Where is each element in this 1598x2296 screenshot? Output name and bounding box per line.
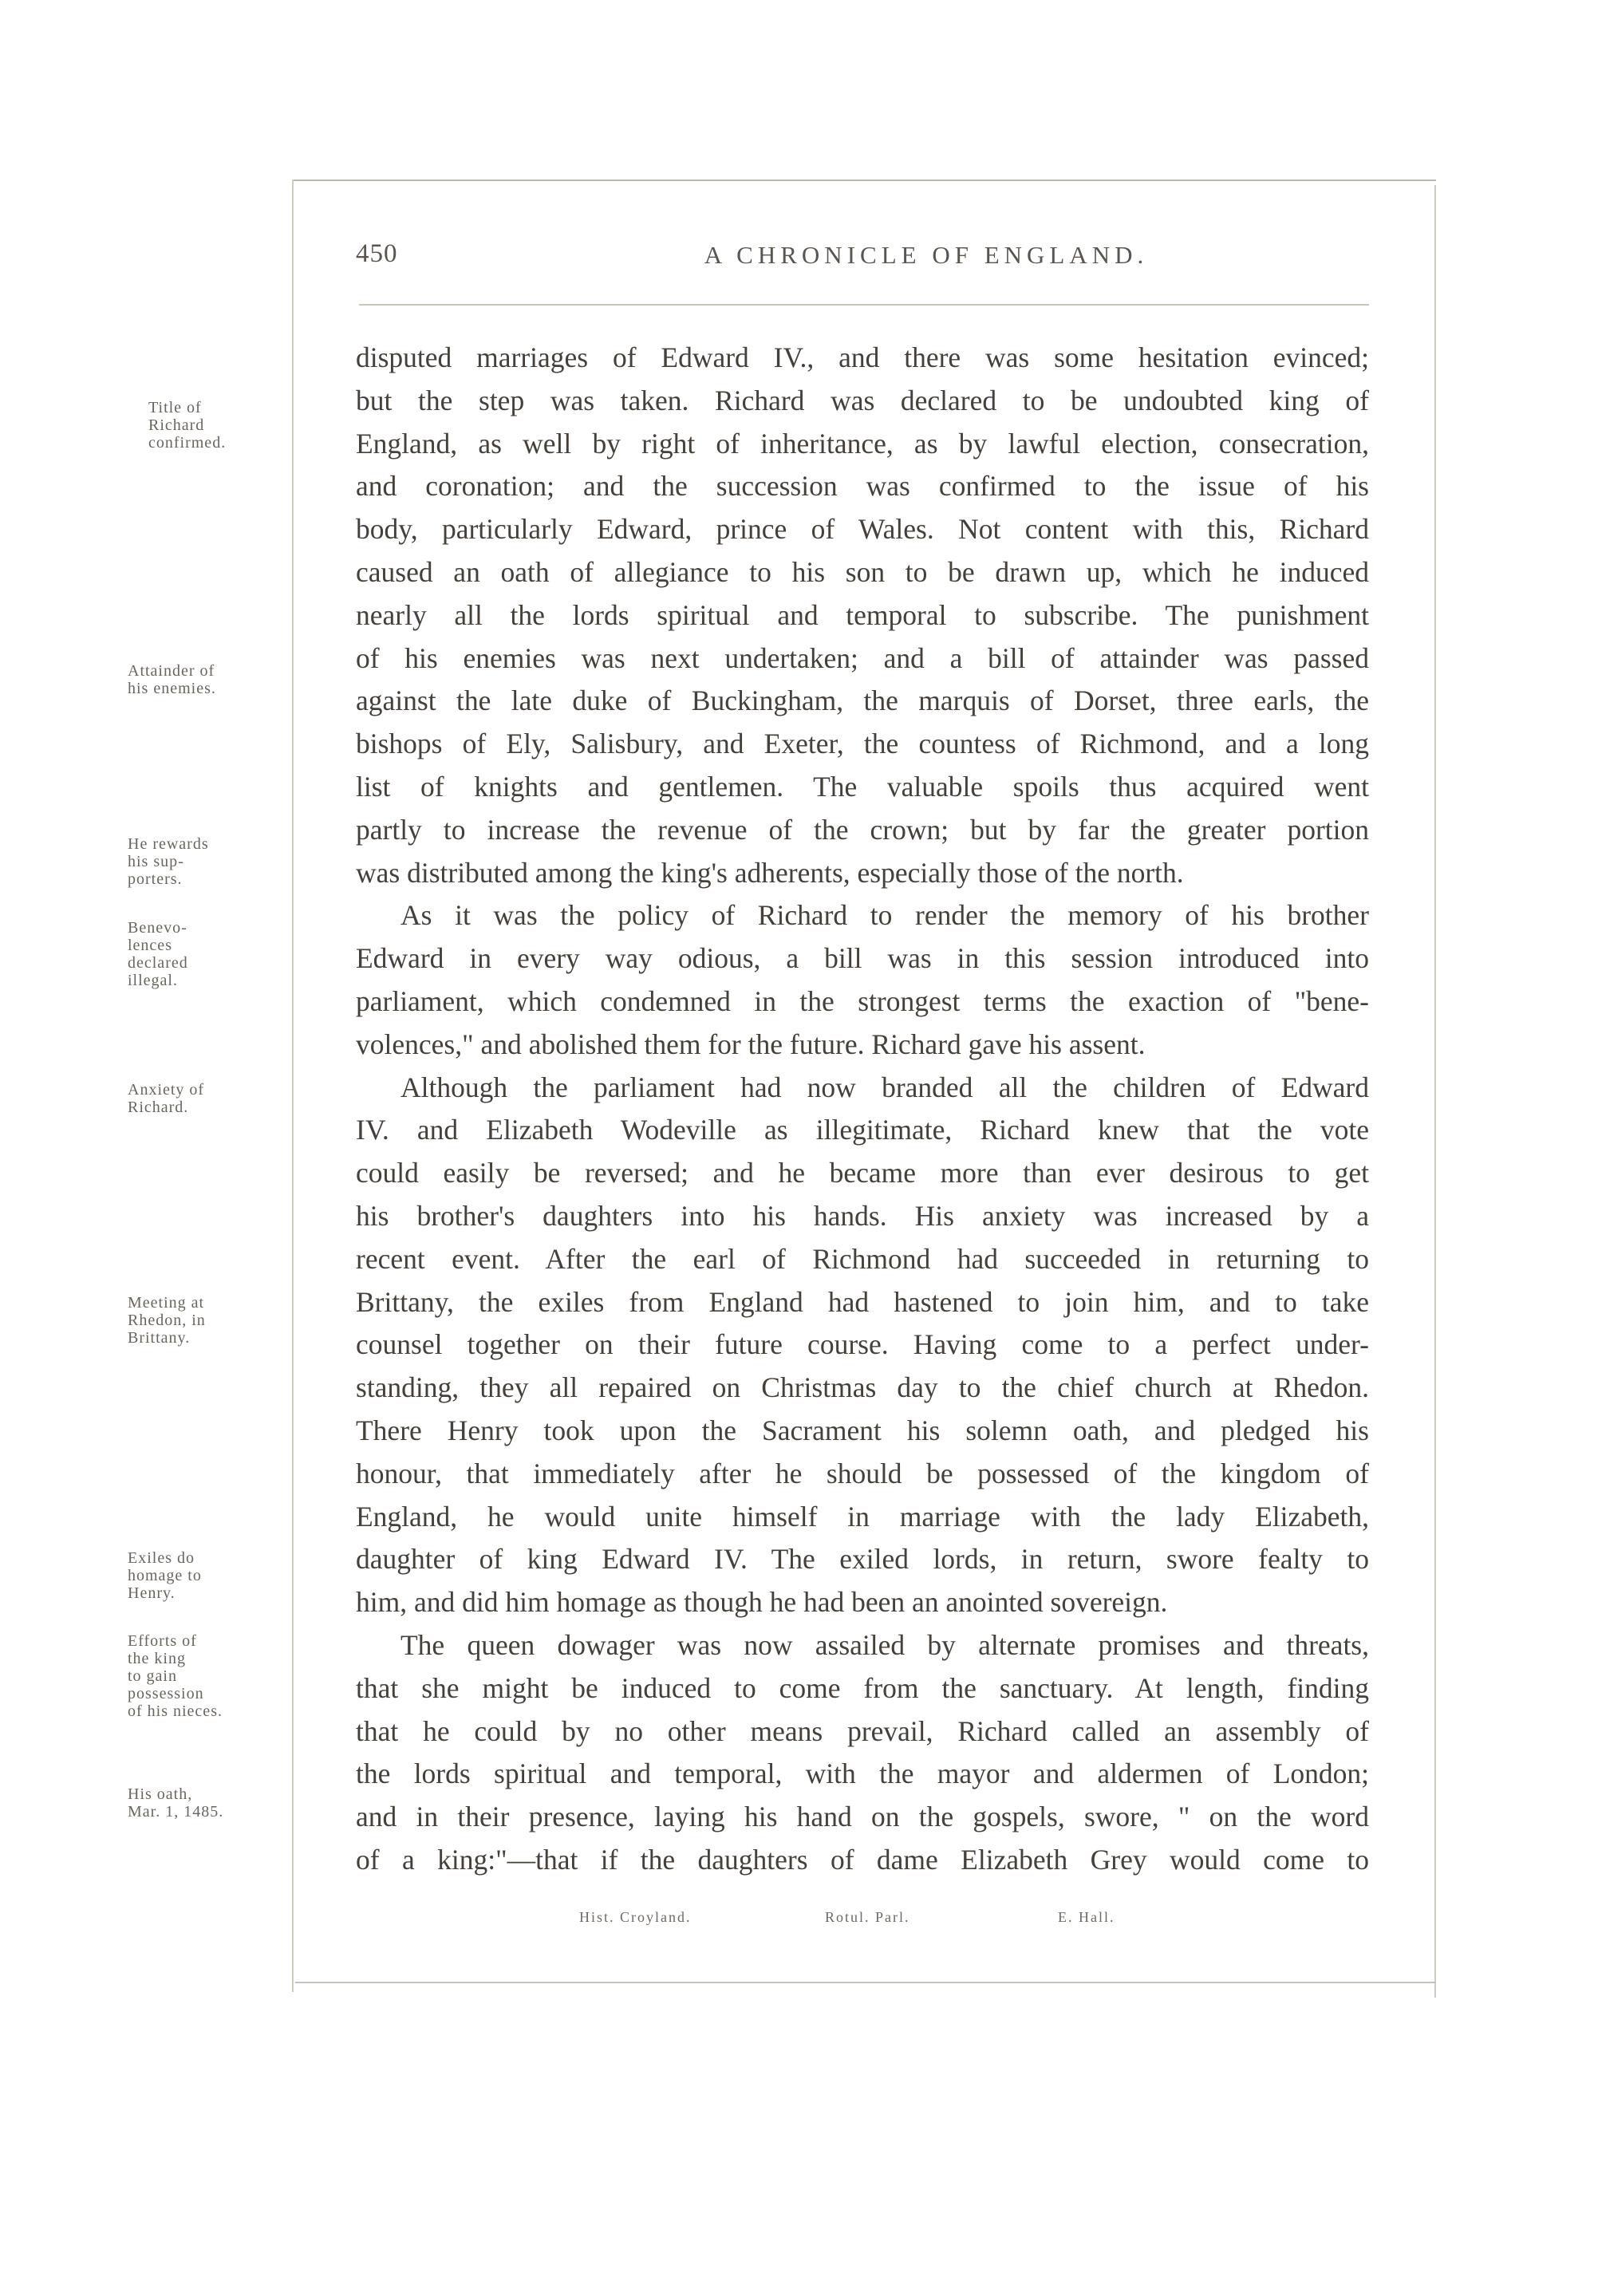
- page-frame-bottom-rule: [295, 1982, 1436, 1983]
- sidenote-line: Henry.: [128, 1584, 176, 1602]
- sidenote-line: His oath,: [128, 1785, 193, 1803]
- body-line: list of knights and gentlemen. The valuable spoils thus acquired went: [356, 770, 1369, 803]
- body-line: bishops of Ely, Salisbury, and Exeter, the countess of Richmond, and a long: [356, 728, 1369, 760]
- sidenote-line: Meeting at: [128, 1294, 205, 1312]
- body-line: him, and did him homage as though he had been an anointed sovereign.: [356, 1586, 1168, 1619]
- body-line: Although the parliament had now branded all the children of Edward: [400, 1071, 1369, 1103]
- body-line: of a king:"—that if the daughters of dame Elizabeth Grey would come to: [356, 1843, 1369, 1876]
- body-line: disputed marriages of Edward IV., and there was some hesitation evinced;: [356, 341, 1369, 373]
- sidenote-line: declared: [128, 954, 188, 972]
- footnote-hist-croyland: Hist. Croyland.: [579, 1909, 692, 1925]
- body-line: As it was the policy of Richard to render the memory of his brother: [400, 899, 1369, 932]
- footnote-rotul-parl: Rotul. Parl.: [825, 1909, 910, 1925]
- body-line: volences," and abolished them for the future. Richard gave his assent.: [356, 1028, 1146, 1060]
- sidenote-line: Title of: [148, 399, 202, 416]
- body-line: nearly all the lords spiritual and temporal to subscribe. The punishment: [356, 598, 1369, 631]
- sidenote-line: Richard: [148, 416, 205, 434]
- sidenote-his-oath: [128, 1785, 287, 1821]
- body-line: IV. and Elizabeth Wodeville as illegitimate, Richard knew that the vote: [356, 1114, 1369, 1146]
- sidenote-line: to gain: [128, 1667, 177, 1685]
- body-line: and in their presence, laying his hand on the gospels, swore, " on the word: [356, 1801, 1369, 1833]
- sidenote-line: Mar. 1, 1485.: [128, 1803, 224, 1821]
- sidenote-line: Brittany.: [128, 1329, 191, 1347]
- sidenote-line: Richard.: [128, 1099, 189, 1116]
- sidenote-line: Rhedon, in: [128, 1312, 206, 1329]
- sidenote-line: the king: [128, 1650, 186, 1667]
- header-rule: [359, 304, 1369, 306]
- running-head: [356, 239, 1369, 274]
- body-line: that she might be induced to come from the sanctuary. At length, finding: [356, 1671, 1369, 1704]
- sidenote-line: his enemies.: [128, 680, 216, 697]
- sidenote-line: porters.: [128, 870, 183, 888]
- body-line: counsel together on their future course. Having come to a perfect under-: [356, 1328, 1369, 1361]
- sidenote-line: lences: [128, 937, 172, 954]
- running-title: A CHRONICLE OF ENGLAND.: [704, 241, 1149, 269]
- footnote-e-hall: E. Hall.: [1058, 1909, 1115, 1925]
- sidenote-attainder: [128, 662, 287, 697]
- sidenote-efforts-of-the-king: [128, 1632, 287, 1720]
- sidenote-exiles-do-homage: [128, 1549, 287, 1602]
- body-line: There Henry took upon the Sacrament his solemn oath, and pledged his: [356, 1414, 1369, 1446]
- body-line: England, as well by right of inheritance, as by lawful election, consecration,: [356, 427, 1369, 460]
- body-line: England, he would unite himself in marriage with the lady Elizabeth,: [356, 1500, 1369, 1533]
- sidenote-line: Exiles do: [128, 1549, 195, 1567]
- page-frame-left-rule: [292, 179, 294, 1992]
- page-frame-right-rule: [1434, 185, 1436, 1998]
- body-line: the lords spiritual and temporal, with the mayor and aldermen of London;: [356, 1758, 1369, 1790]
- body-line: recent event. After the earl of Richmond had succeeded in returning to: [356, 1242, 1369, 1275]
- body-line: honour, that immediately after he should be possessed of the kingdom of: [356, 1457, 1369, 1489]
- sidenote-line: Benevo-: [128, 919, 187, 937]
- sidenote-line: of his nieces.: [128, 1702, 223, 1720]
- sidenote-line: Attainder of: [128, 662, 215, 680]
- body-line: parliament, which condemned in the strongest terms the exaction of "bene-: [356, 984, 1369, 1017]
- sidenote-line: confirmed.: [148, 434, 227, 452]
- sidenote-line: his sup-: [128, 853, 184, 870]
- body-line: caused an oath of allegiance to his son to be drawn up, which he induced: [356, 555, 1369, 588]
- sidenote-title-of-richard: [128, 399, 287, 452]
- body-line: against the late duke of Buckingham, the marquis of Dorset, three earls, the: [356, 684, 1369, 717]
- body-line: but the step was taken. Richard was declared to be undoubted king of: [356, 384, 1369, 416]
- body-line: was distributed among the king's adherents, especially those of the north.: [356, 856, 1184, 889]
- body-line: and coronation; and the succession was confirmed to the issue of his: [356, 470, 1369, 503]
- sidenote-benevolences: [128, 919, 287, 989]
- sidenote-line: Anxiety of: [128, 1081, 205, 1099]
- sidenote-line: possession: [128, 1685, 204, 1702]
- sidenote-line: homage to: [128, 1567, 202, 1584]
- sidenote-line: He rewards: [128, 835, 209, 853]
- body-text: [356, 337, 1369, 1882]
- body-line: that he could by no other means prevail, Richard called an assembly of: [356, 1714, 1369, 1747]
- sidenote-rewards-supporters: [128, 835, 287, 888]
- body-line: daughter of king Edward IV. The exiled lords, in return, swore fealty to: [356, 1543, 1369, 1576]
- body-line: Edward in every way odious, a bill was in this session introduced into: [356, 942, 1369, 975]
- sidenote-line: Efforts of: [128, 1632, 197, 1650]
- sidenote-meeting-at-rhedon: [128, 1294, 287, 1347]
- body-line: standing, they all repaired on Christmas day to the chief church at Rhedon.: [356, 1371, 1369, 1404]
- footnote-references: [356, 1909, 1369, 1933]
- body-line: his brother's daughters into his hands. His anxiety was increased by a: [356, 1199, 1369, 1232]
- body-line: Brittany, the exiles from England had hastened to join him, and to take: [356, 1285, 1369, 1318]
- body-line: of his enemies was next undertaken; and a bill of attainder was passed: [356, 641, 1369, 674]
- sidenote-line: illegal.: [128, 972, 178, 989]
- body-line: could easily be reversed; and he became more than ever desirous to get: [356, 1157, 1369, 1189]
- body-line: The queen dowager was now assailed by alternate promises and threats,: [400, 1628, 1369, 1661]
- body-line: body, particularly Edward, prince of Wales. Not content with this, Richard: [356, 513, 1369, 546]
- sidenote-anxiety-of-richard: [128, 1081, 287, 1116]
- page-number: 450: [356, 239, 398, 268]
- page-frame-top-rule: [292, 179, 1436, 181]
- body-line: partly to increase the revenue of the crown; but by far the greater portion: [356, 813, 1369, 846]
